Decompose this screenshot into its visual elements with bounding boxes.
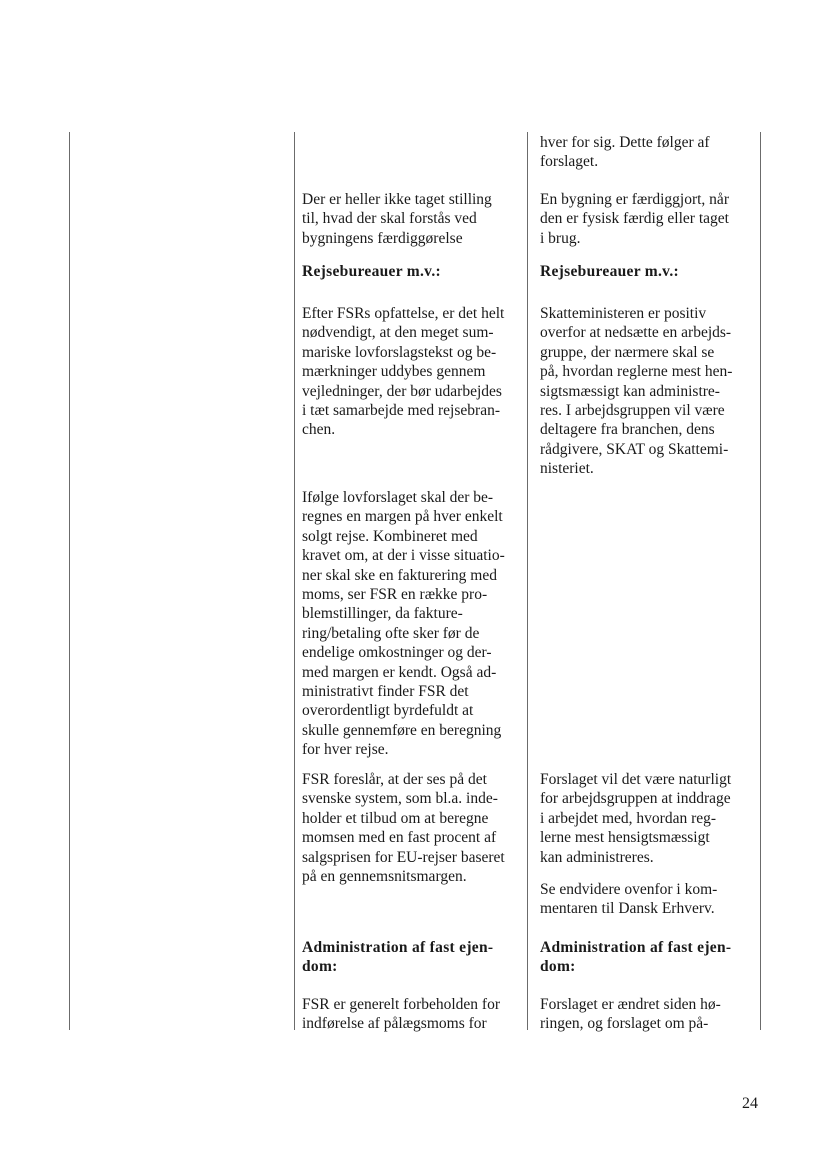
right-heading-administration: Administration af fast ejen- dom: bbox=[540, 939, 732, 976]
right-paragraph-5: Se endvidere ovenfor i kom- mentaren til Dansk Erhverv. bbox=[540, 881, 718, 918]
right-paragraph-2: En bygning er færdiggjort, når den er fysisk færdig eller taget i brug. bbox=[540, 191, 729, 247]
right-paragraph-6: Forslaget er ændret siden hø- ringen, og forslaget om på- bbox=[540, 996, 721, 1033]
page-number: 24 bbox=[742, 1095, 758, 1112]
mid-paragraph-4: FSR foreslår, at der ses på det svenske system, som bl.a. inde- holder et tilbud om at beregne momsen med en fast procent af salgsprisen for EU-rejser baseret på en gennemsnitsmargen. bbox=[302, 771, 505, 886]
table-border-mid-left bbox=[294, 132, 295, 1030]
mid-paragraph-1: Der er heller ikke taget stilling til, hvad der skal forstås ved bygningens færdiggørelse bbox=[302, 191, 492, 247]
mid-heading-rejsebureauer: Rejsebureauer m.v.: bbox=[302, 263, 442, 280]
right-paragraph-4: Forslaget vil det være naturligt for arbejdsgruppen at inddrage i arbejdet med, hvordan reg- lerne mest hensigtsmæssigt kan administreres. bbox=[540, 771, 732, 866]
table-border-right bbox=[760, 132, 761, 1030]
right-paragraph-1: hver for sig. Dette følger af forslaget. bbox=[540, 134, 710, 171]
right-paragraph-3: Skatteministeren er positiv overfor at nedsætte en arbejds- gruppe, der nærmere skal se på, hvordan reglerne mest hen- sigtsmæssigt kan administre- res. I arbejdsgruppen vil være deltagere fra branchen, dens rådgivere, SKAT og Skattemi- nisteriet. bbox=[540, 305, 733, 478]
right-heading-rejsebureauer: Rejsebureauer m.v.: bbox=[540, 263, 680, 280]
table-border-left bbox=[69, 132, 70, 1030]
table-border-mid-right bbox=[527, 132, 528, 1030]
mid-paragraph-3: Ifølge lovforslaget skal der be- regnes en margen på hver enkelt solgt rejse. Kombineret med kravet om, at der i visse situatio- ner skal ske en fakturering med moms, ser FSR en række pro- blemstillinger, da fakture- ring/betaling ofte sker før de endelige omkostninger og der- med margen er kendt. Også ad- ministrativt finder FSR det overordentligt byrdefuldt at skulle gennemføre en beregning for hver rejse. bbox=[302, 489, 505, 759]
mid-paragraph-5: FSR er generelt forbeholden for indførelse af pålægsmoms for bbox=[302, 996, 500, 1033]
mid-paragraph-2: Efter FSRs opfattelse, er det helt nødvendigt, at den meget sum- mariske lovforslagstekst og be- mærkninger uddybes gennem vejledninger, der bør udarbejdes i tæt samarbejde med rejsebran- chen. bbox=[302, 305, 505, 439]
mid-heading-administration: Administration af fast ejen- dom: bbox=[302, 939, 494, 976]
